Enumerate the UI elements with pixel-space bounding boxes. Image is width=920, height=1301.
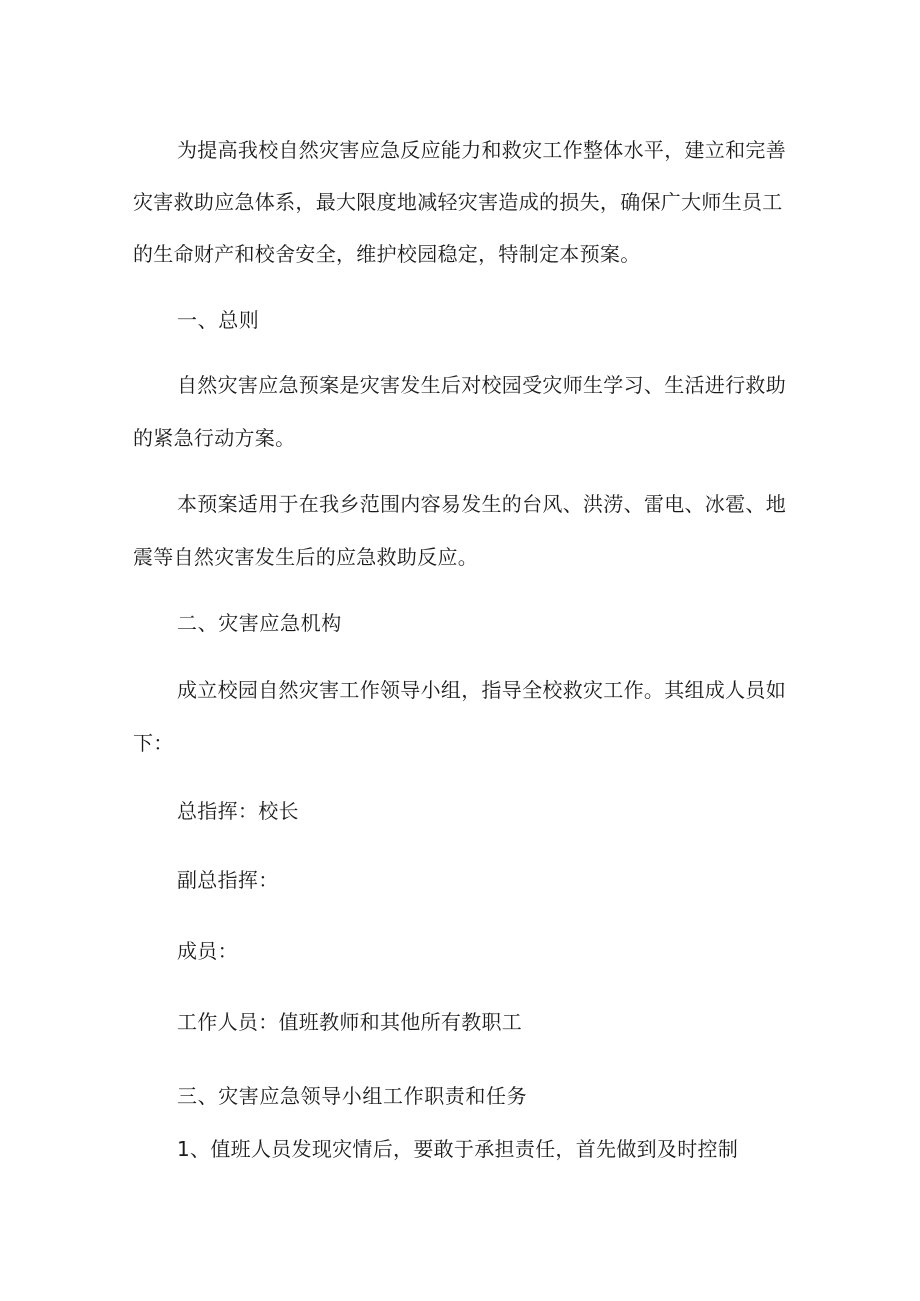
paragraph-line: 自然灾害应急预案是灾害发生后对校园受灾师生学习、生活进行救助 xyxy=(177,373,786,397)
paragraph-line: 本预案适用于在我乡范围内容易发生的台风、洪涝、雷电、冰雹、地 xyxy=(177,492,786,516)
paragraph-line: 下： xyxy=(133,731,174,755)
list-item: 1、值班人员发现灾情后，要敢于承担责任，首先做到及时控制 xyxy=(177,1137,739,1161)
paragraph-line: 的紧急行动方案。 xyxy=(133,426,296,450)
section-heading-duties: 三、灾害应急领导小组工作职责和任务 xyxy=(177,1084,528,1108)
commander-line: 总指挥：校长 xyxy=(177,799,299,823)
paragraph-line: 震等自然灾害发生后的应急救助反应。 xyxy=(133,545,479,569)
section-heading-organization: 二、灾害应急机构 xyxy=(177,611,342,635)
deputy-commander-line: 副总指挥： xyxy=(177,868,279,892)
members-line: 成员： xyxy=(177,939,238,963)
intro-paragraph-line: 为提高我校自然灾害应急反应能力和救灾工作整体水平，建立和完善 xyxy=(177,138,786,162)
intro-paragraph-line: 灾害救助应急体系，最大限度地减轻灾害造成的损失，确保广大师生员工 xyxy=(133,190,783,214)
paragraph-line: 成立校园自然灾害工作领导小组，指导全校救灾工作。其组成人员如 xyxy=(177,678,786,702)
intro-paragraph-line: 的生命财产和校舍安全，维护校园稳定，特制定本预案。 xyxy=(133,242,641,266)
section-heading-general: 一、总则 xyxy=(177,308,260,332)
staff-line: 工作人员：值班教师和其他所有教职工 xyxy=(177,1010,523,1034)
